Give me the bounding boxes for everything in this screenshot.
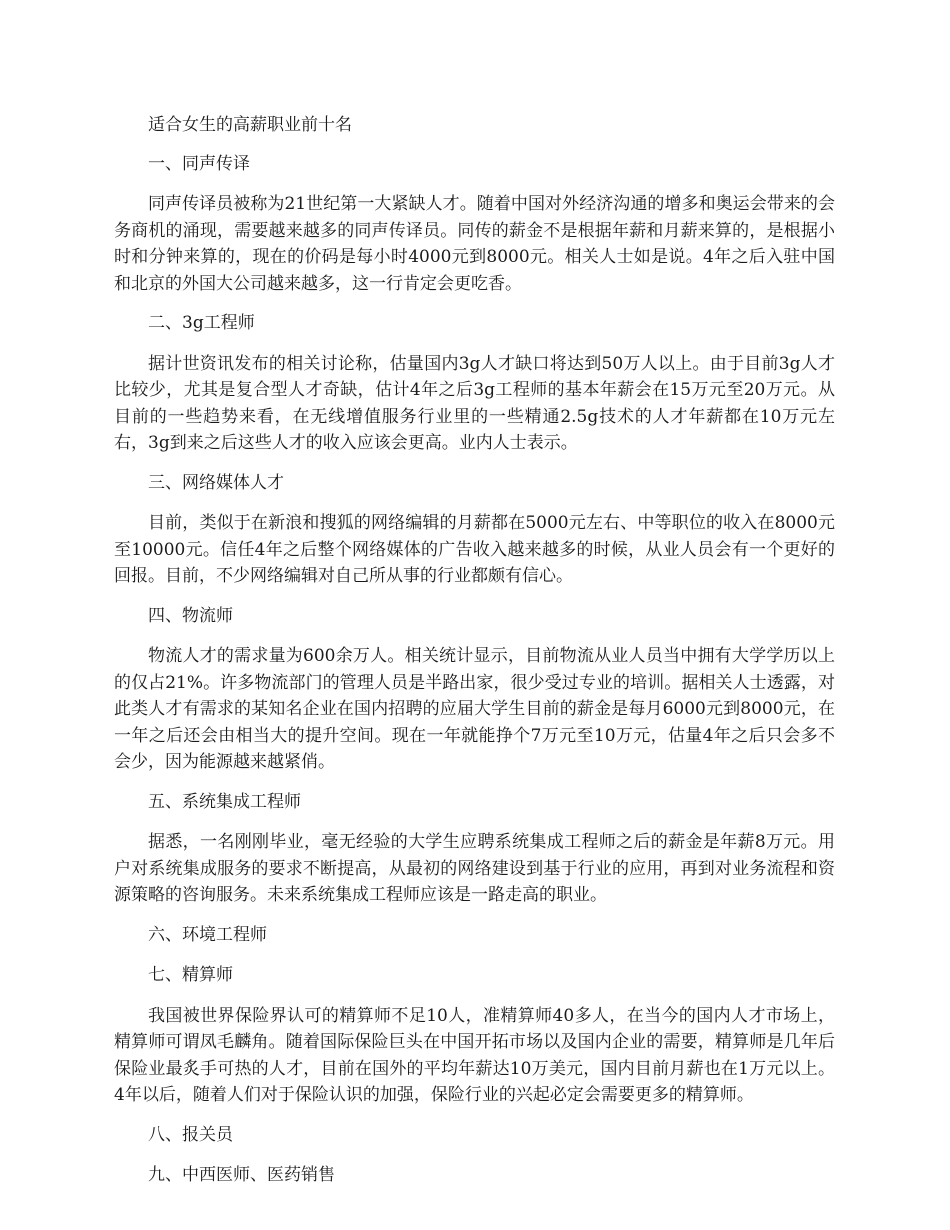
section-heading-3: 三、网络媒体人才 — [148, 472, 284, 493]
section-heading-6: 六、环境工程师 — [148, 924, 267, 945]
section-paragraph-7: 我国被世界保险界认可的精算师不足10人，准精算师40多人，在当今的国内人才市场上，精算师可谓凤毛麟角。随着国际保险巨头在中国开拓市场以及国内企业的需要，精算师是几年后保险业最炙手可热的人才，目前在国外的平均年薪达10万美元，国内目前月薪也在1万元以上。4年以后，随着人们对于保险认识的加强，保险行业的兴起必定会需要更多的精算师。 — [114, 1005, 835, 1105]
section-paragraph-1: 同声传译员被称为21世纪第一大紧缺人才。随着中国对外经济沟通的增多和奥运会带来的会务商机的涌现，需要越来越多的同声传译员。同传的薪金不是根据年薪和月薪来算的，是根据小时和分钟来算的，现在的价码是每小时4000元到8000元。相关人士如是说。4年之后入驻中国和北京的外国大公司越来越多，这一行肯定会更吃香。 — [114, 194, 835, 294]
section-heading-2: 二、3g工程师 — [148, 313, 255, 333]
section-paragraph-5: 据悉，一名刚刚毕业，毫无经验的大学生应聘系统集成工程师之后的薪金是年薪8万元。用户对系统集成服务的要求不断提高，从最初的网络建设到基于行业的应用，再到对业务流程和资源策略的咨询服务。未来系统集成工程师应该是一路走高的职业。 — [114, 832, 835, 905]
section-paragraph-4: 物流人才的需求量为600余万人。相关统计显示，目前物流从业人员当中拥有大学学历以上的仅占21%。许多物流部门的管理人员是半路出家，很少受过专业的培训。据相关人士透露，对此类人才有需求的某知名企业在国内招聘的应届大学生目前的薪金是每月6000元到8000元，在一年之后还会由相当大的提升空间。现在一年就能挣个7万元至10万元，估量4年之后只会多不会少，因为能源越来越紧俏。 — [114, 646, 835, 772]
section-paragraph-3: 目前，类似于在新浪和搜狐的网络编辑的月薪都在5000元左右、中等职位的收入在8000元至10000元。信任4年之后整个网络媒体的广告收入越来越多的时候，从业人员会有一个更好的回报。目前，不少网络编辑对自己所从事的行业都颇有信心。 — [114, 513, 835, 586]
section-heading-5: 五、系统集成工程师 — [148, 791, 301, 812]
section-heading-1: 一、同声传译 — [148, 153, 250, 174]
section-heading-4: 四、物流师 — [148, 605, 233, 626]
section-heading-7: 七、精算师 — [148, 965, 233, 985]
document-title: 适合女生的高薪职业前十名 — [148, 115, 352, 135]
section-heading-9: 九、中西医师、医药销售 — [148, 1165, 335, 1185]
section-paragraph-2: 据计世资讯发布的相关讨论称，估量国内3g人才缺口将达到50万人以上。由于目前3g人才比较少，尤其是复合型人才奇缺，估计4年之后3g工程师的基本年薪会在15万元至20万元。从目前的一些趋势来看，在无线增值服务行业里的一些精通2.5g技术的人才年薪都在10万元左右，3g到来之后这些人才的收入应该会更高。业内人士表示。 — [114, 353, 835, 453]
section-heading-8: 八、报关员 — [148, 1124, 233, 1145]
